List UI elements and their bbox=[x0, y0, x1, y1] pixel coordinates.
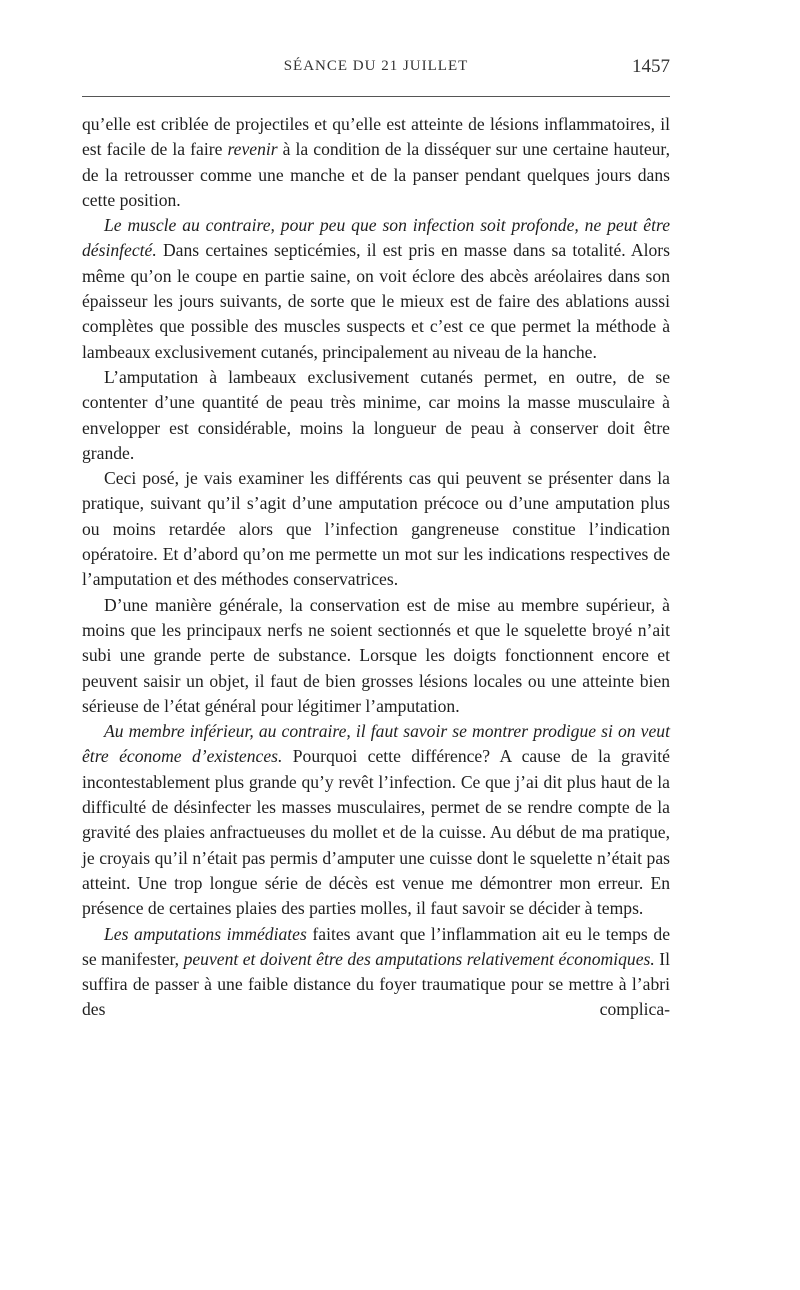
text-segment: à la condition de la disséquer sur une certaine hauteur, de la retrousser comme une manche et de la panser pendant quelques jours dans cette position. bbox=[82, 139, 670, 210]
paragraph bbox=[82, 365, 670, 466]
text-segment: qu’elle est criblée de projectiles et qu’elle est atteinte de lésions inflammatoires, il est facile de la faire bbox=[82, 114, 670, 160]
text-segment: faites avant que l’inflammation ait eu le temps de se manifester, bbox=[82, 923, 671, 969]
page-number: 1457 bbox=[632, 56, 670, 77]
italic-text: revenir bbox=[227, 139, 278, 160]
header-rule bbox=[82, 96, 670, 97]
paragraph bbox=[82, 922, 670, 1023]
italic-text: peuvent et doivent être des amputations relativement économiques. bbox=[183, 948, 655, 969]
italic-text: Le muscle au contraire, pour peu que son infection soit profonde, ne peut être désinfecté. bbox=[82, 215, 670, 261]
italic-text: Au membre inférieur, au contraire, il faut savoir se montrer prodigue si on veut être économe d’existences. bbox=[82, 721, 670, 767]
text-segment: L’amputation à lambeaux exclusivement cutanés permet, en outre, de se contenter d’une quantité de peau très minime, car moins la masse musculaire à envelopper est considérable, moins la longueur de peau à conserver doit être grande. bbox=[82, 366, 670, 463]
text-segment: Il suffira de passer à une faible distance du foyer traumatique pour se mettre à l’abri des complica- bbox=[82, 948, 670, 1020]
paragraph bbox=[82, 719, 670, 921]
text-segment: Pourquoi cette différence? A cause de la gravité incontestablement plus grande qu’y revêt l’infection. Ce que j’ai dit plus haut de la difficulté de désinfecter les masses musculaires, permet de se rendre compte de la gravité des plaies anfractueuses du mollet et de la cuisse. Au début de ma pratique, je croyais qu’il n’était pas permis d’amputer une cuisse dont le squelette n’était pas atteint. Une trop longue série de décès est venue me démontrer mon erreur. En présence de certaines plaies des parties molles, il faut savoir se décider à temps. bbox=[82, 746, 670, 919]
text-segment: Dans certaines septicémies, il est pris en masse dans sa totalité. Alors même qu’on le coupe en partie saine, on voit éclore des abcès aréolaires dans son épaisseur les jours suivants, de sorte que le mieux est de faire des ablations aussi complètes que possible des muscles suspects et c’est ce que permet la méthode à lambeaux exclusivement cutanés, principalement au niveau de la hanche. bbox=[82, 240, 670, 362]
text-segment: D’une manière générale, la conservation est de mise au membre supérieur, à moins que les principaux nerfs ne soient sectionnés et que le squelette broyé n’ait subi une grande perte de substance. Lorsque les doigts fonctionnent encore et peuvent saisir un objet, il faut de bien grosses lésions locales ou une atteinte bien sérieuse de l’état général pour légitimer l’amputation. bbox=[82, 594, 670, 716]
italic-text: Les amputations immédiates bbox=[104, 923, 307, 944]
paragraph bbox=[82, 466, 670, 592]
paragraph bbox=[82, 213, 670, 365]
paragraph bbox=[82, 593, 670, 719]
running-title: SÉANCE DU 21 JUILLET bbox=[283, 58, 469, 74]
text-segment: Ceci posé, je vais examiner les différents cas qui peuvent se présenter dans la pratique, suivant qu’il s’agit d’une amputation précoce ou d’une amputation plus ou moins retardée alors que l’infection gangreneuse constitue l’indication opératoire. Et d’abord qu’on me permette un mot sur les indications respectives de l’amputation et des méthodes conservatrices. bbox=[82, 468, 670, 590]
paragraph bbox=[82, 112, 670, 213]
body-text bbox=[82, 112, 670, 1023]
page-header bbox=[82, 58, 670, 86]
